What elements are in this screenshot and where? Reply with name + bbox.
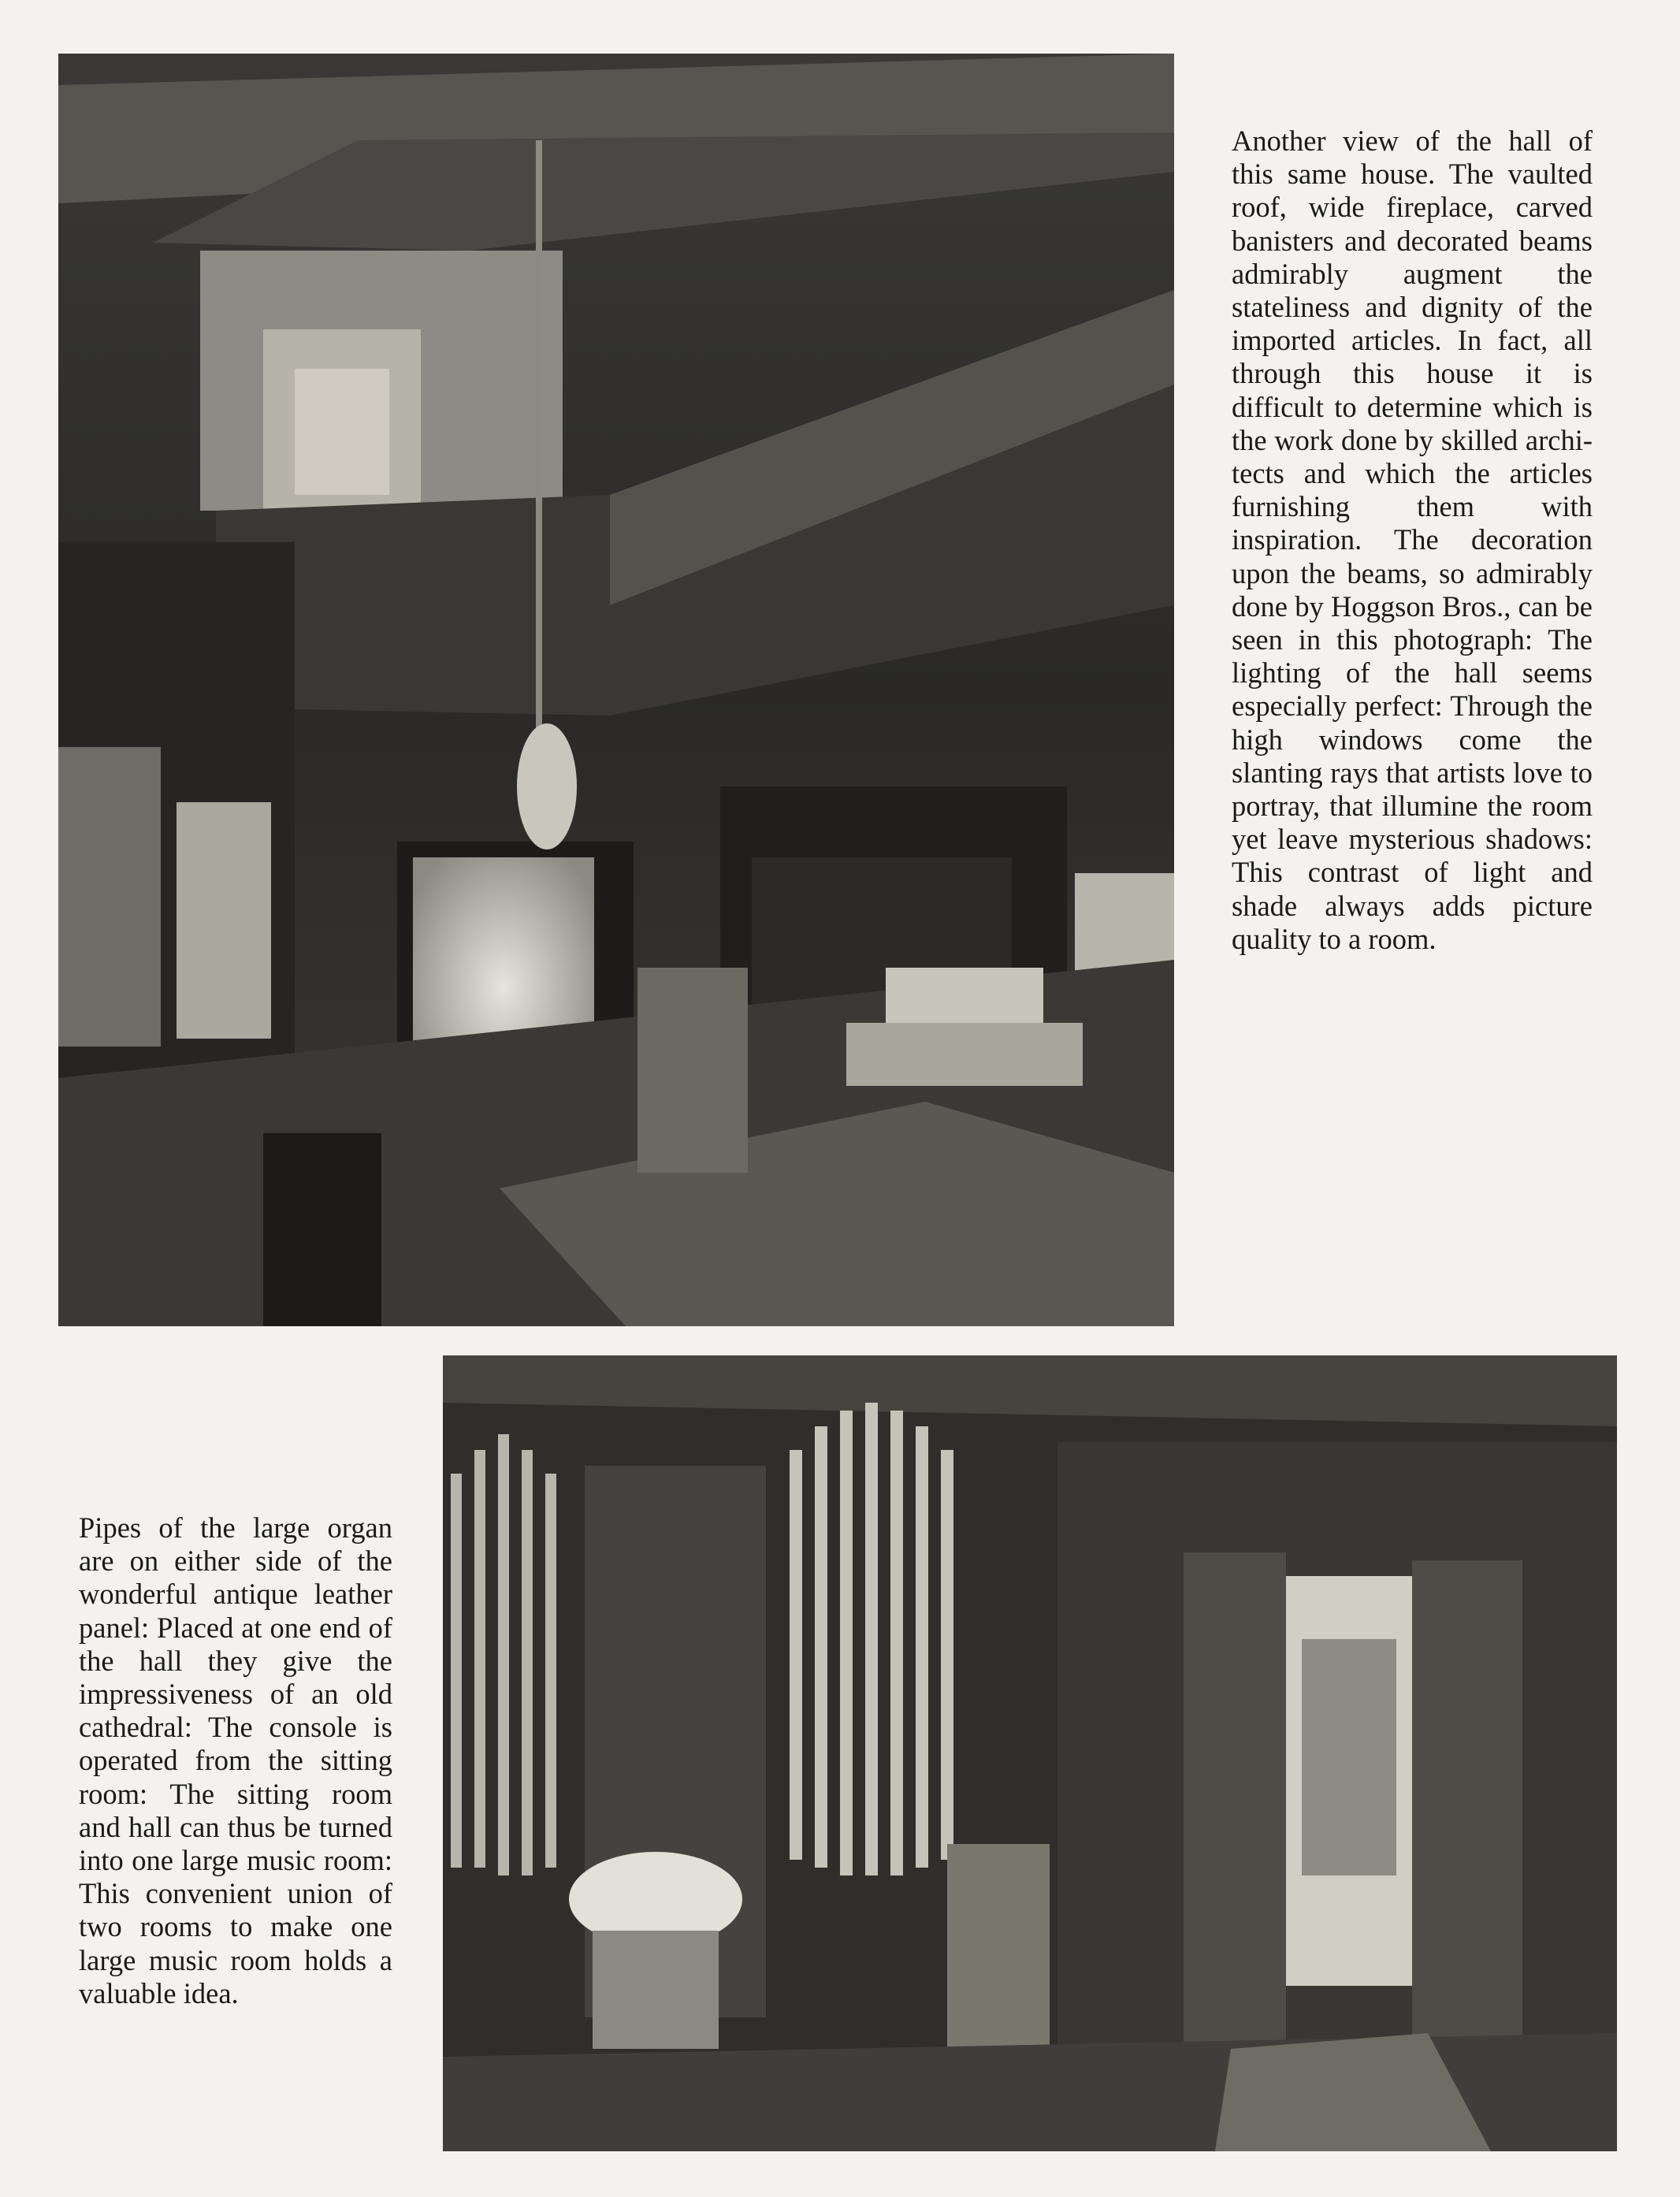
organ-photograph-image [443,1355,1617,2151]
hall-photograph [58,54,1174,1326]
hall-photograph-image [58,54,1174,1326]
organ-caption: Pipes of the large organ are on either side of the wonderful antique leather panel: Placed at one end of the hall they give the impressiveness of an old cathedral: The console is operated from the sitting room: The sitting room and hall can thus be turned into one large music room: This convenient union of two rooms to make one large music room holds a valuable idea. [79,1511,392,2009]
hall-caption: Another view of the hall of this same house. The vaulted roof, wide fireplace, carved banisters and decorated beams admirably augment the stateliness and dignity of the imported articles. In fact, all through this house it is difficult to determine which is the work done by skilled architects and which the articles furnishing them with inspiration. The decoration upon the beams, so admirably done by Hoggson Bros., can be seen in this photograph: The lighting of the hall seems especially perfect: Through the high windows come the slanting rays that artists love to portray, that illumine the room yet leave mysterious shadows: This contrast of light and shade always adds picture quality to a room. [1232,125,1593,955]
organ-photograph [443,1355,1617,2151]
